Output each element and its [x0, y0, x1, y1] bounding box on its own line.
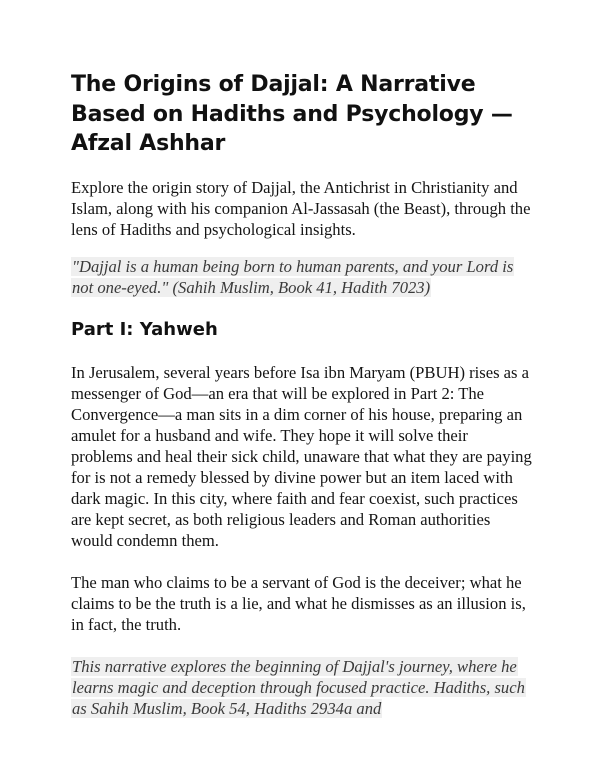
- body-paragraph-1: In Jerusalem, several years before Isa ibn Maryam (PBUH) rises as a messenger of God—an era that will be explored in Part 2: The Convergence—a man sits in a dim corner of his house, preparing an amulet for a husband and wife. They hope it will solve their problems and heal their sick child, unaware that what they are paying for is not a remedy blessed by divine power but an item laced with dark magic. In this city, where faith and fear coexist, such practices are kept secret, as both religious leaders and Roman authorities would condemn them.: [71, 362, 532, 550]
- section-heading: Part I: Yahweh: [71, 318, 218, 340]
- closing-italic-text: This narrative explores the beginning of Dajjal's journey, where he learns magic and deception through focused practice. Hadiths, such as Sahih Muslim, Book 54, Hadiths 2934a and: [72, 656, 525, 718]
- hadith-quote-text: "Dajjal is a human being born to human parents, and your Lord is not one-eyed." (Sahih Muslim, Book 41, Hadith 7023): [72, 256, 514, 297]
- hadith-quote: [71, 256, 533, 298]
- body-paragraph-2: The man who claims to be a servant of God is the deceiver; what he claims to be the truth is a lie, and what he dismisses as an illusion is, in fact, the truth.: [71, 572, 526, 634]
- document-title: The Origins of Dajjal: A Narrative Based on Hadiths and Psychology — Afzal Ashhar: [71, 72, 513, 156]
- closing-italic-paragraph: [71, 656, 533, 719]
- document-content: [71, 70, 533, 719]
- intro-paragraph: Explore the origin story of Dajjal, the Antichrist in Christianity and Islam, along with his companion Al-Jassasah (the Beast), through the lens of Hadiths and psychological insights.: [71, 177, 531, 239]
